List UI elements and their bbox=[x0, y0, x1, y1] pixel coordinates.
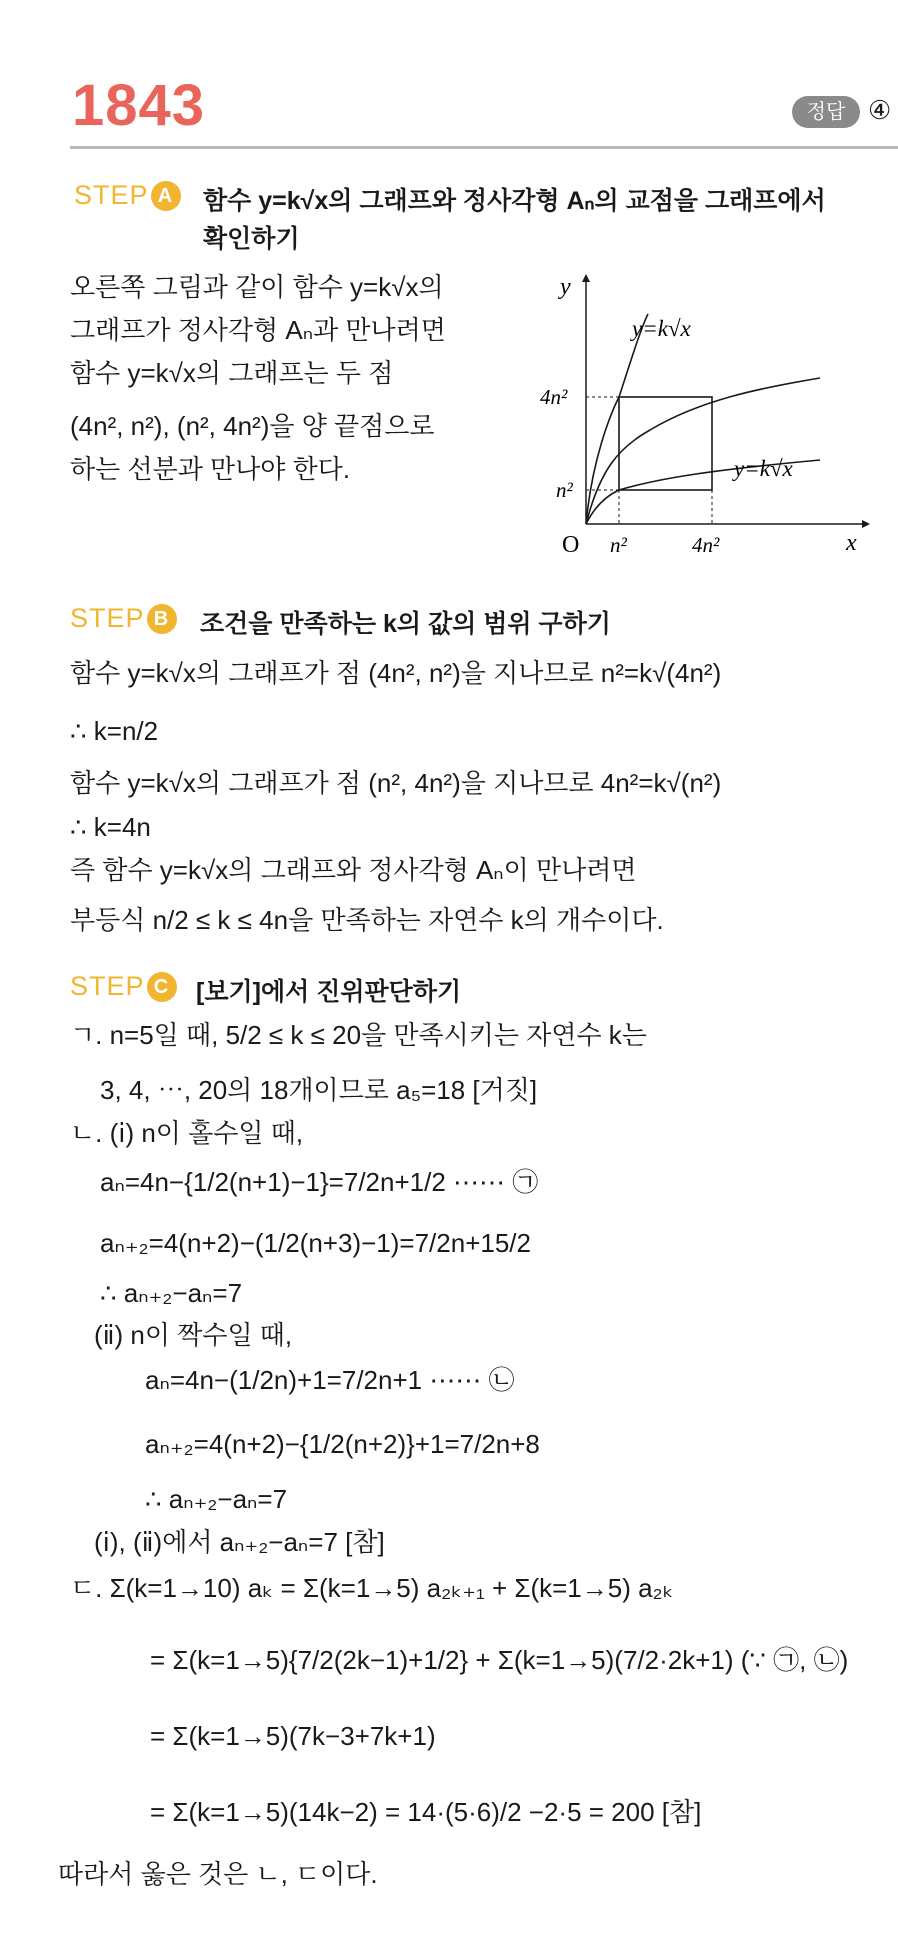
step-c-line: (ⅱ) n이 짝수일 때, bbox=[94, 1320, 293, 1350]
step-c-label: STEP bbox=[70, 971, 145, 1001]
y-axis-arrow bbox=[582, 274, 590, 282]
step-c-line: = Σ(k=1→5)(7k−3+7k+1) bbox=[150, 1721, 436, 1751]
curve-label-top: y=k√x bbox=[632, 316, 691, 341]
x-axis-arrow bbox=[862, 520, 870, 528]
step-a-title-line2: 확인하기 bbox=[203, 225, 300, 253]
step-a-line: (4n², n²), (n², 4n²)을 양 끝점으로 bbox=[70, 411, 435, 441]
step-a-line: 하는 선분과 만나야 한다. bbox=[70, 454, 351, 484]
x-axis-label: x bbox=[846, 530, 857, 556]
curve-middle bbox=[586, 378, 820, 524]
step-c-title: [보기]에서 진위판단하기 bbox=[196, 978, 462, 1006]
step-c-conclusion: 따라서 옳은 것은 ㄴ, ㄷ이다. bbox=[58, 1859, 378, 1889]
x-tick-high: 4n² bbox=[692, 533, 720, 557]
step-c-line: aₙ=4n−(1/2n)+1=7/2n+1 ⋯⋯ ㉡ bbox=[145, 1365, 515, 1395]
y-tick-high: 4n² bbox=[540, 385, 568, 409]
step-b-title: 조건을 만족하는 k의 값의 범위 구하기 bbox=[200, 610, 611, 638]
step-b-line: 즉 함수 y=k√x의 그래프와 정사각형 Aₙ이 만나려면 bbox=[70, 855, 637, 885]
step-c-line: ∴ aₙ₊₂−aₙ=7 bbox=[145, 1484, 288, 1514]
step-b-line: ∴ k=4n bbox=[70, 812, 151, 842]
step-b-label: STEP bbox=[70, 603, 145, 633]
step-a-badge bbox=[74, 180, 181, 211]
step-a-label: STEP bbox=[74, 180, 149, 210]
x-tick-low: n² bbox=[610, 533, 627, 557]
step-c-line: aₙ=4n−{1/2(n+1)−1}=7/2n+1/2 ⋯⋯ ㉠ bbox=[100, 1167, 539, 1197]
y-axis-label: y bbox=[560, 274, 571, 300]
step-b-letter: B bbox=[147, 604, 177, 634]
step-c-line: ㄱ. n=5일 때, 5/2 ≤ k ≤ 20을 만족시키는 자연수 k는 bbox=[70, 1020, 647, 1050]
step-a-line: 함수 y=k√x의 그래프는 두 점 bbox=[70, 358, 394, 388]
header-divider bbox=[70, 146, 898, 149]
answer-badge: 정답 bbox=[792, 96, 860, 128]
step-a-letter: A bbox=[151, 181, 181, 211]
step-b-line: ∴ k=n/2 bbox=[70, 716, 159, 746]
step-c-line: 3, 4, ⋯, 20의 18개이므로 a₅=18 [거짓] bbox=[100, 1075, 538, 1105]
step-b-line: 부등식 n/2 ≤ k ≤ 4n을 만족하는 자연수 k의 개수이다. bbox=[70, 905, 664, 935]
step-b-line: 함수 y=k√x의 그래프가 점 (4n², n²)을 지나므로 n²=k√(4n²) bbox=[70, 658, 722, 688]
step-c-line: ㄴ. (ⅰ) n이 홀수일 때, bbox=[70, 1118, 304, 1148]
step-c-letter: C bbox=[147, 972, 177, 1002]
curve-label-bottom: y=k√x bbox=[734, 456, 793, 481]
step-c-line: aₙ₊₂=4(n+2)−(1/2(n+3)−1)=7/2n+15/2 bbox=[100, 1228, 531, 1258]
step-c-line: (ⅰ), (ⅱ)에서 aₙ₊₂−aₙ=7 [참] bbox=[94, 1527, 385, 1557]
step-a-line: 그래프가 정사각형 Aₙ과 만나려면 bbox=[70, 315, 446, 345]
answer-value: ④ bbox=[868, 95, 892, 125]
step-b-line: 함수 y=k√x의 그래프가 점 (n², 4n²)을 지나므로 4n²=k√(n²) bbox=[70, 768, 722, 798]
step-c-badge bbox=[70, 971, 177, 1002]
step-c-line: ∴ aₙ₊₂−aₙ=7 bbox=[100, 1278, 243, 1308]
step-c-line: ㄷ. Σ(k=1→10) aₖ = Σ(k=1→5) a₂ₖ₊₁ + Σ(k=1→5) a₂ₖ bbox=[70, 1573, 674, 1603]
y-tick-low: n² bbox=[556, 478, 573, 502]
step-a-title-line1: 함수 y=k√x의 그래프와 정사각형 Aₙ의 교점을 그래프에서 bbox=[203, 187, 826, 215]
step-b-badge bbox=[70, 603, 177, 634]
step-c-line: = Σ(k=1→5){7/2(2k−1)+1/2} + Σ(k=1→5)(7/2·2k+1) (∵ ㉠, ㉡) bbox=[150, 1645, 849, 1675]
step-c-line: aₙ₊₂=4(n+2)−{1/2(n+2)}+1=7/2n+8 bbox=[145, 1429, 540, 1459]
step-c-line: = Σ(k=1→5)(14k−2) = 14·(5·6)/2 −2·5 = 200 [참] bbox=[150, 1797, 702, 1827]
square-an bbox=[619, 397, 712, 490]
problem-number: 1843 bbox=[72, 73, 206, 138]
step-a-line: 오른쪽 그림과 같이 함수 y=k√x의 bbox=[70, 272, 444, 302]
graph-figure bbox=[540, 270, 870, 560]
origin-label: O bbox=[562, 532, 580, 558]
